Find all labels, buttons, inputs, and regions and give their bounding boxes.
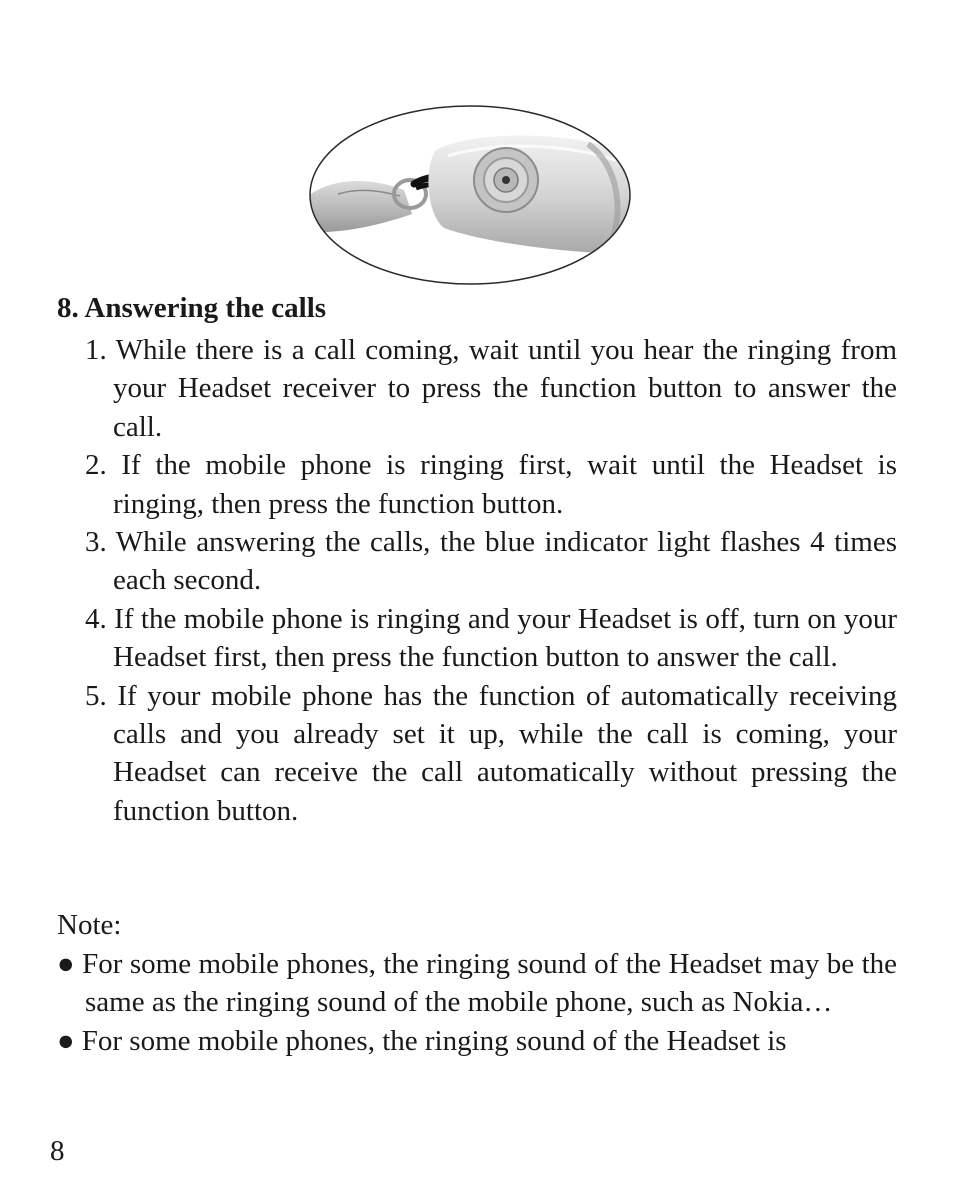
note-bullets	[57, 945, 897, 1060]
list-item: 5. If your mobile phone has the function of automatically receiving calls and you already set it up, while the call is coming, your Headset can receive the call automatically without pressing the function button.	[85, 679, 897, 827]
list-item: 4. If the mobile phone is ringing and your Headset is off, turn on your Headset first, then press the function button to answer the call.	[85, 602, 897, 674]
list-item: ● For some mobile phones, the ringing sound of the Headset may be the same as the ringing sound of the mobile phone, such as Nokia…	[57, 948, 897, 1019]
list-item: 3. While answering the calls, the blue indicator light flashes 4 times each second.	[85, 526, 897, 597]
note-label: Note:	[57, 909, 122, 941]
headset-illustration	[308, 104, 632, 286]
list-item: 1. While there is a call coming, wait until you hear the ringing from your Headset receiver to press the function button to answer the call.	[85, 334, 897, 443]
list-item: 2. If the mobile phone is ringing first, wait until the Headset is ringing, then press the function button.	[85, 449, 897, 520]
list-item: ● For some mobile phones, the ringing sound of the Headset is	[57, 1024, 787, 1057]
page-number: 8	[50, 1135, 65, 1167]
section-heading: 8. Answering the calls	[57, 292, 327, 324]
steps-list	[85, 331, 897, 830]
